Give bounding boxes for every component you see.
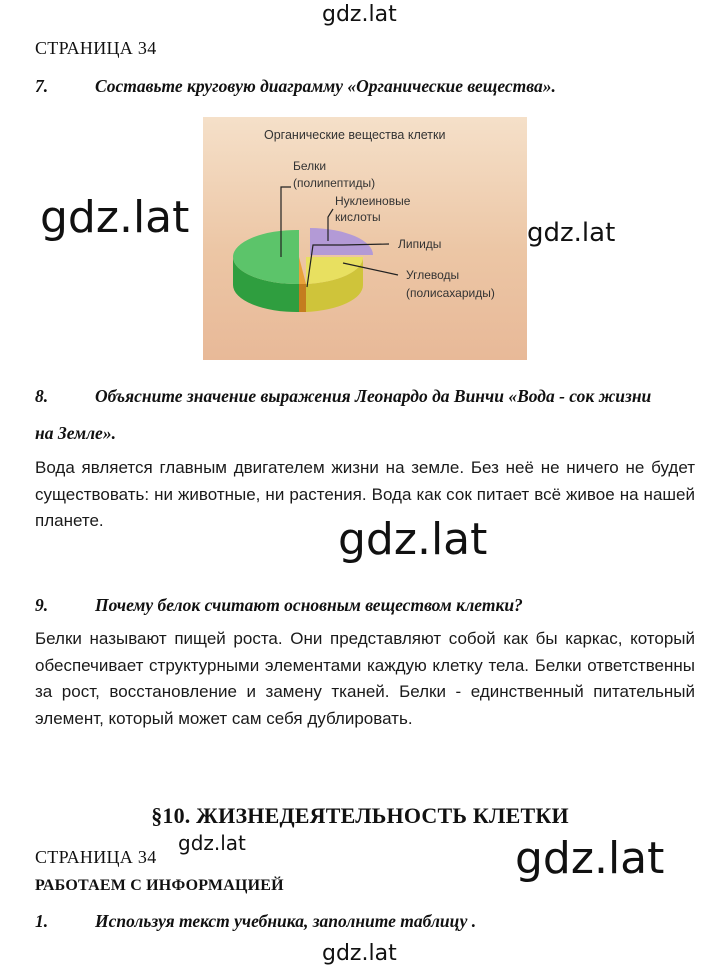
label-nucleic-acids: Нуклеиновые кислоты <box>335 194 411 224</box>
watermark-small-bottom: gdz.lat <box>178 831 246 855</box>
question-text-line1: Объясните значение выражения Леонардо да Винчи «Вода - сок жизни <box>95 386 652 406</box>
question-8 <box>35 386 690 407</box>
watermark-middle: gdz.lat <box>338 514 488 565</box>
watermark-top: gdz.lat <box>322 2 397 27</box>
question-1 <box>35 911 690 932</box>
question-number: 1. <box>35 911 49 931</box>
question-text-line2: на Земле». <box>35 423 116 443</box>
question-9 <box>35 595 690 616</box>
slice-side-lipids <box>299 284 306 312</box>
question-text: Составьте круговую диаграмму «Органические вещества». <box>95 76 556 96</box>
work-heading: РАБОТАЕМ С ИНФОРМАЦИЕЙ <box>35 877 284 894</box>
answer-9: Белки называют пищей роста. Они представляют собой как бы каркас, который обеспечивает структурными элементами каждую клетку тела. Белки ответственны за рост, восстановление и замену тканей. Белки - единственный питательный элемент, который может сам себя дублировать. <box>35 629 695 728</box>
question-text: Используя текст учебника, заполните таблицу . <box>95 911 477 931</box>
answer-8: Вода является главным двигателем жизни на земле. Без неё не ничего не будет существовать: ни животные, ни растения. Вода как сок питает всё живое на нашей планете. <box>35 458 695 530</box>
page-label-bottom: СТРАНИЦА 34 <box>35 847 157 867</box>
question-number: 7. <box>35 76 49 96</box>
question-number: 8. <box>35 386 49 406</box>
watermark-bottom-right: gdz.lat <box>515 833 665 884</box>
watermark-bottom: gdz.lat <box>322 941 397 966</box>
chart-title: Органические вещества клетки <box>264 128 446 142</box>
section-title: §10. ЖИЗНЕДЕЯТЕЛЬНОСТЬ КЛЕТКИ <box>151 803 569 828</box>
pie-chart-image <box>203 117 527 360</box>
slice-nucleic-acids <box>310 228 373 255</box>
question-7 <box>35 76 690 97</box>
slice-lipids <box>299 257 306 284</box>
pie-chart <box>203 117 527 360</box>
watermark-right: gdz.lat <box>523 218 619 248</box>
question-number: 9. <box>35 595 49 615</box>
watermark-left: gdz.lat <box>36 196 193 240</box>
label-proteins: Белки (полипептиды) <box>293 159 376 190</box>
label-lipids: Липиды <box>398 237 442 251</box>
question-8-continued <box>35 423 690 444</box>
question-text: Почему белок считают основным веществом клетки? <box>95 595 523 615</box>
label-carbs: Углеводы (полисахариды) <box>406 268 495 300</box>
page-label: СТРАНИЦА 34 <box>35 38 157 58</box>
